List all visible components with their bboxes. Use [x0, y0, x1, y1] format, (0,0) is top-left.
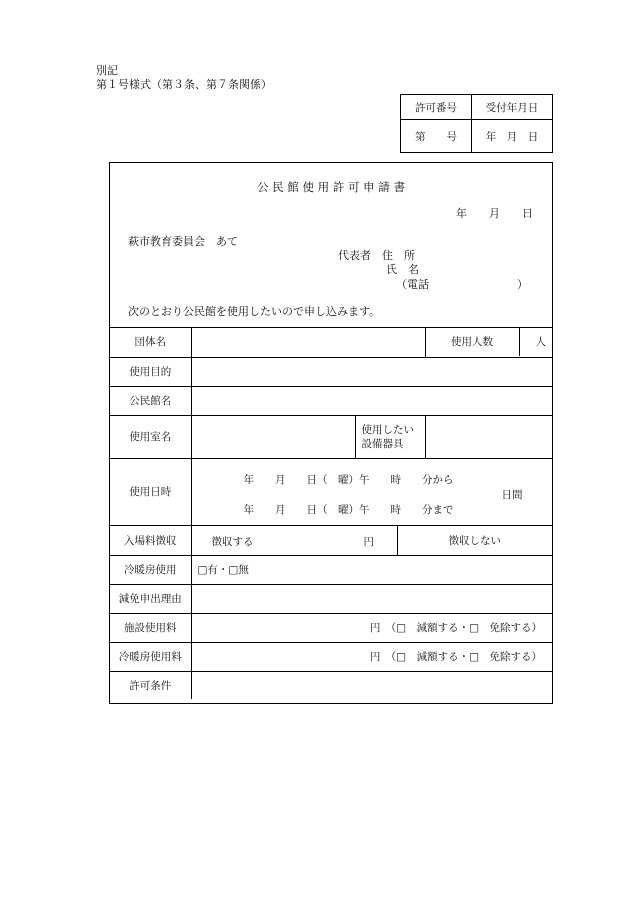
admission-field	[191, 525, 552, 555]
form-number: 第１号様式（第３条、第７条関係）	[96, 78, 272, 91]
hall-name-label: 公民館名	[110, 386, 191, 415]
facility-fee-field[interactable]: 円 （□ 減額する・□ 免除する）	[191, 613, 552, 642]
ac-fee-field[interactable]: 円 （□ 減額する・□ 免除する）	[191, 642, 552, 671]
room-name-field[interactable]	[192, 416, 356, 458]
admission-yen: 円	[363, 535, 374, 548]
application-table	[110, 327, 552, 699]
equipment-label-line1: 使用したい	[361, 423, 414, 436]
exemption-reason-field[interactable]	[191, 584, 552, 613]
ac-fee-label: 冷暖房使用料	[110, 642, 191, 671]
form-title: 公 民 館 使 用 許 可 申 請 書	[257, 180, 405, 194]
group-name-field[interactable]	[191, 327, 425, 357]
admission-not-collect[interactable]	[398, 526, 553, 555]
purpose-field[interactable]	[191, 357, 552, 386]
usage-count-cell	[425, 327, 552, 357]
admission-label: 入場料徴収	[110, 525, 191, 555]
admission-not-collect-text: 徴収しない	[448, 534, 501, 547]
annex-label: 別記	[96, 64, 118, 77]
addressee: 萩市教育委員会 あて	[128, 235, 238, 248]
admission-collect: 徴収する	[211, 535, 254, 548]
group-name-label: 団体名	[110, 327, 191, 357]
representative-address[interactable]: 代表者 住 所	[338, 249, 415, 262]
application-statement: 次のとおり公民館を使用したいので申し込みます。	[128, 305, 381, 318]
datetime-label: 使用日時	[110, 458, 191, 525]
purpose-label: 使用目的	[110, 357, 191, 386]
conditions-label: 許可条件	[110, 671, 191, 699]
permit-box	[400, 94, 553, 153]
application-form	[109, 162, 553, 704]
usage-count-label: 使用人数	[426, 327, 520, 356]
datetime-field[interactable]	[191, 458, 552, 525]
representative-name[interactable]: 氏 名	[386, 263, 419, 276]
days-label: 日間	[501, 488, 523, 501]
usage-count-unit: 人	[535, 336, 546, 349]
conditions-field[interactable]	[191, 671, 552, 699]
equipment-label-line2: 設備器具	[361, 437, 404, 450]
reception-date-header: 受付年月日	[472, 95, 553, 120]
equipment-field[interactable]	[425, 415, 552, 458]
hall-name-field[interactable]	[191, 386, 552, 415]
ac-use-label: 冷暖房使用	[110, 555, 191, 584]
permit-number-header: 許可番号	[401, 95, 472, 120]
ac-use-options[interactable]: □有・□無	[191, 555, 552, 584]
reception-date-field[interactable]: 年 月 日	[472, 120, 553, 153]
room-name-label: 使用室名	[110, 415, 191, 458]
datetime-start[interactable]: 年 月 日（ 曜）午 時 分から	[243, 473, 454, 486]
equipment-label	[356, 416, 425, 458]
phone-field[interactable]: （電話 ）	[396, 278, 528, 291]
exemption-reason-label: 減免申出理由	[110, 584, 191, 613]
application-date[interactable]: 年 月 日	[456, 207, 533, 220]
datetime-end[interactable]: 年 月 日（ 曜）午 時 分まで	[243, 503, 454, 516]
permit-number-field[interactable]: 第 号	[401, 120, 472, 153]
admission-collect-cell[interactable]	[192, 526, 398, 555]
facility-fee-label: 施設使用料	[110, 613, 191, 642]
room-equipment-cell	[191, 415, 425, 458]
usage-count-field[interactable]	[520, 327, 553, 356]
form-intro	[110, 163, 552, 328]
